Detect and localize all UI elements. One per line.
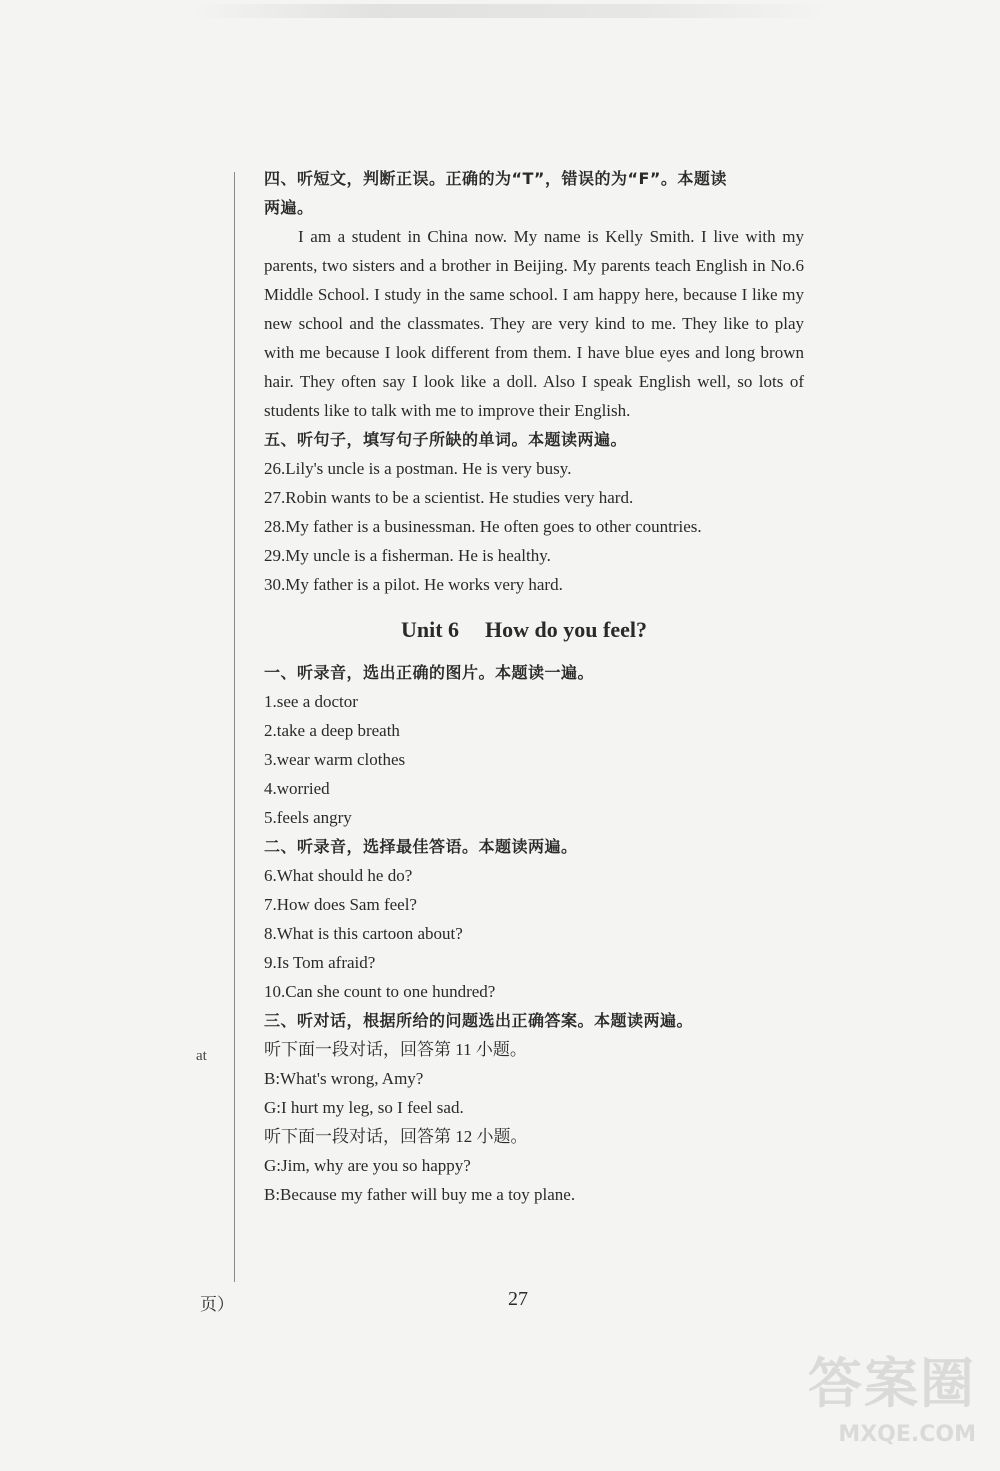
section-4-heading-line-1: 四、听短文，判断正误。正确的为“T”，错误的为“F”。本题读: [264, 169, 727, 188]
question-item: 6.What should he do?: [264, 866, 413, 885]
dialogue-line: 听下面一段对话，回答第 11 小题。: [264, 1040, 527, 1059]
section-4: [264, 164, 804, 425]
side-margin-text: at: [196, 1048, 207, 1064]
question-item: 8.What is this cartoon about?: [264, 924, 463, 943]
section-5: [264, 425, 804, 599]
binding-margin-line: [234, 172, 235, 1282]
dialogue-line: B:Because my father will buy me a toy plane.: [264, 1185, 576, 1204]
list-item: 2.take a deep breath: [264, 721, 400, 740]
watermark-glyphs: 答案圈: [808, 1352, 976, 1415]
question-item: 7.How does Sam feel?: [264, 895, 417, 914]
dialogue-line: G:I hurt my leg, so I feel sad.: [264, 1098, 464, 1117]
sentence-item: 27.Robin wants to be a scientist. He studies very hard.: [264, 488, 634, 507]
unit-section-2: [264, 832, 804, 1006]
listening-passage: I am a student in China now. My name is Kelly Smith. I live with my parents, two sisters and a brother in Beijing. My parents teach English in No.6 Middle School. I study in the same school. I am happy here, because I like my new school and the classmates. They are very kind to me. They like to play with me because I look different from them. I have blue eyes and long brown hair. They often say I look like a doll. Also I speak English well, so lots of students like to talk with me to improve their English.: [264, 227, 804, 420]
page-content: [264, 164, 804, 1209]
section-5-heading: 五、听句子，填写句子所缺的单词。本题读两遍。: [264, 430, 628, 449]
sentence-item: 30.My father is a pilot. He works very hard.: [264, 575, 563, 594]
unit-section-3-heading: 三、听对话，根据所给的问题选出正确答案。本题读两遍。: [264, 1011, 694, 1030]
footer-margin-text: 页）: [200, 1295, 234, 1314]
unit-name: How do you feel?: [485, 617, 647, 642]
list-item: 5.feels angry: [264, 808, 352, 827]
unit-title: [264, 615, 804, 644]
unit-section-1-heading: 一、听录音，选出正确的图片。本题读一遍。: [264, 663, 595, 682]
watermark-logo: [776, 1341, 976, 1461]
unit-number: Unit 6: [400, 617, 460, 642]
section-4-heading-line-2: 两遍。: [264, 198, 314, 217]
sentence-item: 29.My uncle is a fisherman. He is healthy.: [264, 546, 551, 565]
dialogue-line: 听下面一段对话，回答第 12 小题。: [264, 1127, 528, 1146]
watermark-url: MXQE.COM: [838, 1422, 976, 1447]
unit-section-2-heading: 二、听录音，选择最佳答语。本题读两遍。: [264, 837, 578, 856]
unit-section-1: [264, 658, 804, 832]
list-item: 4.worried: [264, 779, 330, 798]
page-number: 27: [508, 1288, 528, 1310]
question-item: 9.Is Tom afraid?: [264, 953, 376, 972]
list-item: 1.see a doctor: [264, 692, 358, 711]
unit-section-3: [264, 1006, 804, 1209]
dialogue-line: B:What's wrong, Amy?: [264, 1069, 424, 1088]
dialogue-line: G:Jim, why are you so happy?: [264, 1156, 471, 1175]
scan-smudge: [190, 4, 830, 18]
question-item: 10.Can she count to one hundred?: [264, 982, 496, 1001]
sentence-item: 28.My father is a businessman. He often goes to other countries.: [264, 517, 702, 536]
sentence-item: 26.Lily's uncle is a postman. He is very busy.: [264, 459, 572, 478]
list-item: 3.wear warm clothes: [264, 750, 406, 769]
